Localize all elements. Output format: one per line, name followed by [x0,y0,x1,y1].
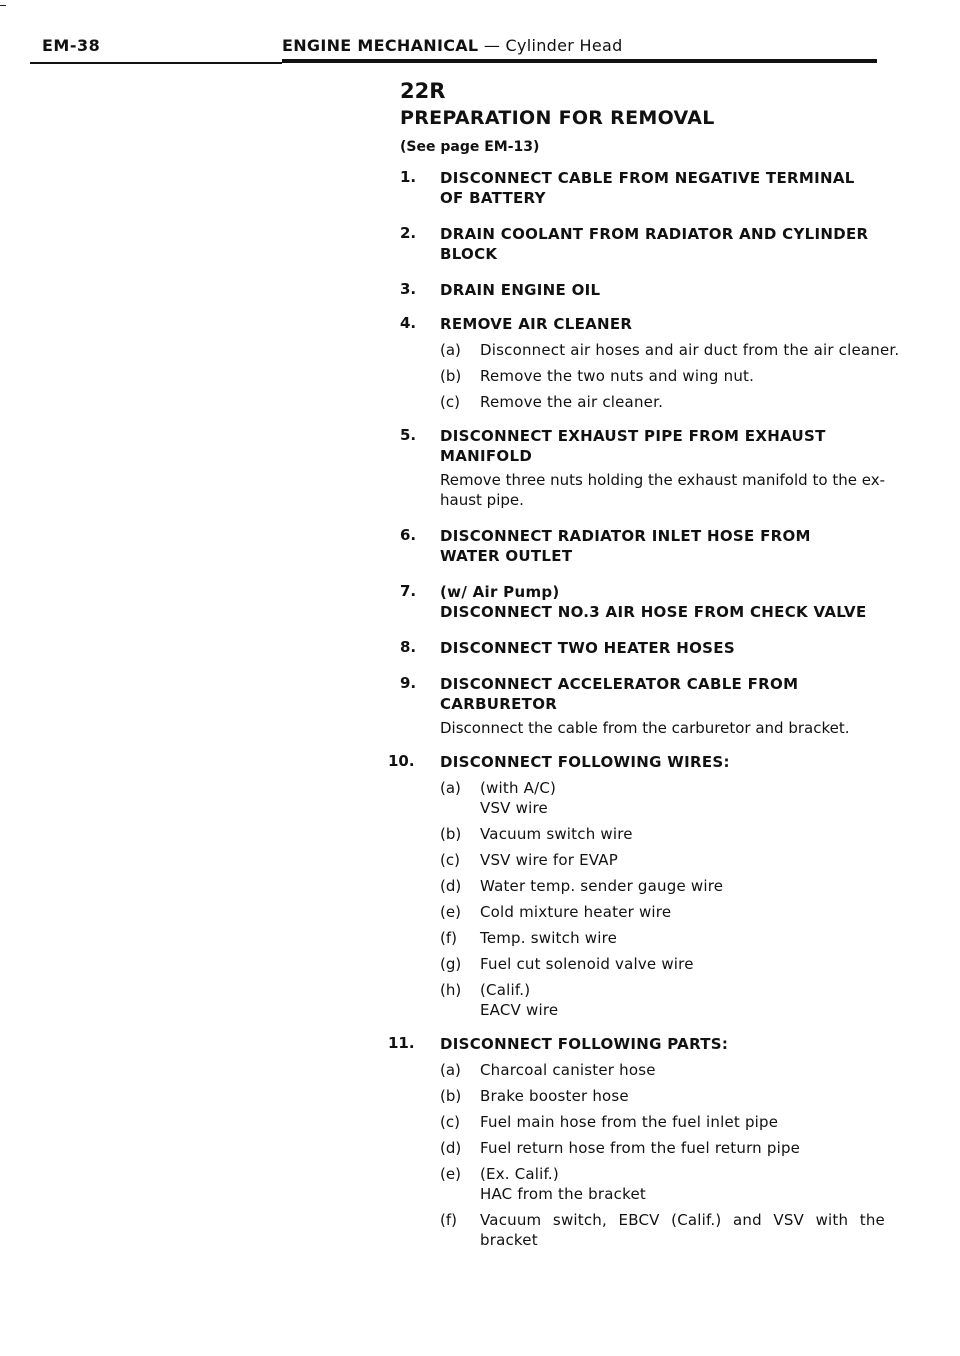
step-heading: DRAIN COOLANT FROM RADIATOR AND CYLINDER BLOCK [440,225,869,263]
step-9 [400,674,900,738]
list-item [440,340,900,360]
item-label: (d) [440,1139,462,1157]
step-number: 3. [400,280,417,298]
item-text: Vacuum switch wire [480,825,633,843]
item-text: Water temp. sender gauge wire [480,877,724,895]
header-rule [282,59,877,63]
corner-mark [0,5,6,6]
step-4 [400,314,900,412]
step-number: 5. [400,426,417,444]
step-number: 6. [400,526,417,544]
item-label: (h) [440,981,462,999]
step-heading: DISCONNECT ACCELERATOR CABLE FROM CARBURETOR [440,675,799,713]
step-1 [400,168,900,208]
item-text: Remove the air cleaner. [480,393,664,411]
step-heading: DISCONNECT TWO HEATER HOSES [440,639,735,657]
item-label: (a) [440,1061,461,1079]
step-number: 1. [400,168,417,186]
step-8 [400,638,900,658]
step-heading: DISCONNECT EXHAUST PIPE FROM EXHAUST MANIFOLD [440,427,826,465]
list-item [440,928,900,948]
item-label: (b) [440,367,462,385]
step-5 [400,426,900,510]
item-text: Temp. switch wire [480,929,618,947]
item-text: Fuel cut solenoid valve wire [480,955,694,973]
step-heading: DISCONNECT RADIATOR INLET HOSE FROM WATER OUTLET [440,527,811,565]
item-text: (with A/C) VSV wire [480,779,557,817]
step-heading: DISCONNECT FOLLOWING PARTS: [440,1035,729,1053]
step-number: 8. [400,638,417,656]
subsection-name: — Cylinder Head [478,36,623,55]
item-text: Fuel main hose from the fuel inlet pipe [480,1113,779,1131]
item-text: Fuel return hose from the fuel return pipe [480,1139,801,1157]
item-label: (c) [440,393,460,411]
item-label: (c) [440,1113,460,1131]
step-heading: DISCONNECT CABLE FROM NEGATIVE TERMINAL OF BATTERY [440,169,855,207]
step-number: 10. [388,752,415,770]
item-label: (a) [440,779,461,797]
item-text: Remove the two nuts and wing nut. [480,367,755,385]
step-heading: (w/ Air Pump) DISCONNECT NO.3 AIR HOSE FROM CHECK VALVE [440,583,867,621]
step-number: 2. [400,224,417,242]
item-label: (e) [440,1165,461,1183]
item-text: Disconnect air hoses and air duct from the air cleaner. [480,341,900,359]
page-header [0,36,960,60]
step-heading: DRAIN ENGINE OIL [440,281,601,299]
item-label: (f) [440,929,457,947]
header-rule-left [30,62,282,64]
step-7 [400,582,900,622]
list-item [440,778,900,818]
list-item [440,980,900,1020]
item-label: (g) [440,955,462,973]
section-name: ENGINE MECHANICAL [282,36,479,55]
list-item [440,392,900,412]
list-item [440,954,900,974]
item-text: (Calif.) EACV wire [480,981,559,1019]
page-reference: (See page EM-13) [400,139,540,155]
list-item [440,1112,900,1132]
page-number: EM-38 [42,36,101,55]
list-item [440,1060,900,1080]
item-label: (d) [440,877,462,895]
engine-code: 22R [400,79,446,103]
step-description: Disconnect the cable from the carburetor and bracket. [440,719,850,737]
item-text: Charcoal canister hose [480,1061,656,1079]
step-number: 7. [400,582,417,600]
step-heading: DISCONNECT FOLLOWING WIRES: [440,753,730,771]
list-item [440,1210,900,1250]
step-number: 11. [388,1034,415,1052]
item-text: Brake booster hose [480,1087,629,1105]
list-item [440,902,900,922]
item-text: Vacuum switch, EBCV (Calif.) and VSV with the bracket [480,1211,885,1249]
step-6 [400,526,900,566]
step-11 [388,1034,900,1250]
list-item [440,876,900,896]
item-label: (f) [440,1211,457,1229]
item-label: (c) [440,851,460,869]
step-description: Remove three nuts holding the exhaust manifold to the ex-haust pipe. [440,471,885,509]
step-number: 9. [400,674,417,692]
item-label: (a) [440,341,461,359]
step-10 [388,752,900,1020]
item-text: (Ex. Calif.) HAC from the bracket [480,1165,646,1203]
page-title [282,36,623,55]
step-heading: REMOVE AIR CLEANER [440,315,633,333]
list-item [440,1138,900,1158]
main-content [388,78,900,1250]
list-item [440,850,900,870]
list-item [440,366,900,386]
item-text: Cold mixture heater wire [480,903,672,921]
list-item [440,1086,900,1106]
item-label: (b) [440,825,462,843]
section-heading: PREPARATION FOR REMOVAL [400,107,715,129]
item-label: (b) [440,1087,462,1105]
item-label: (e) [440,903,461,921]
list-item [440,1164,900,1204]
step-number: 4. [400,314,417,332]
step-3 [400,280,900,300]
list-item [440,824,900,844]
item-text: VSV wire for EVAP [480,851,618,869]
step-2 [400,224,900,264]
